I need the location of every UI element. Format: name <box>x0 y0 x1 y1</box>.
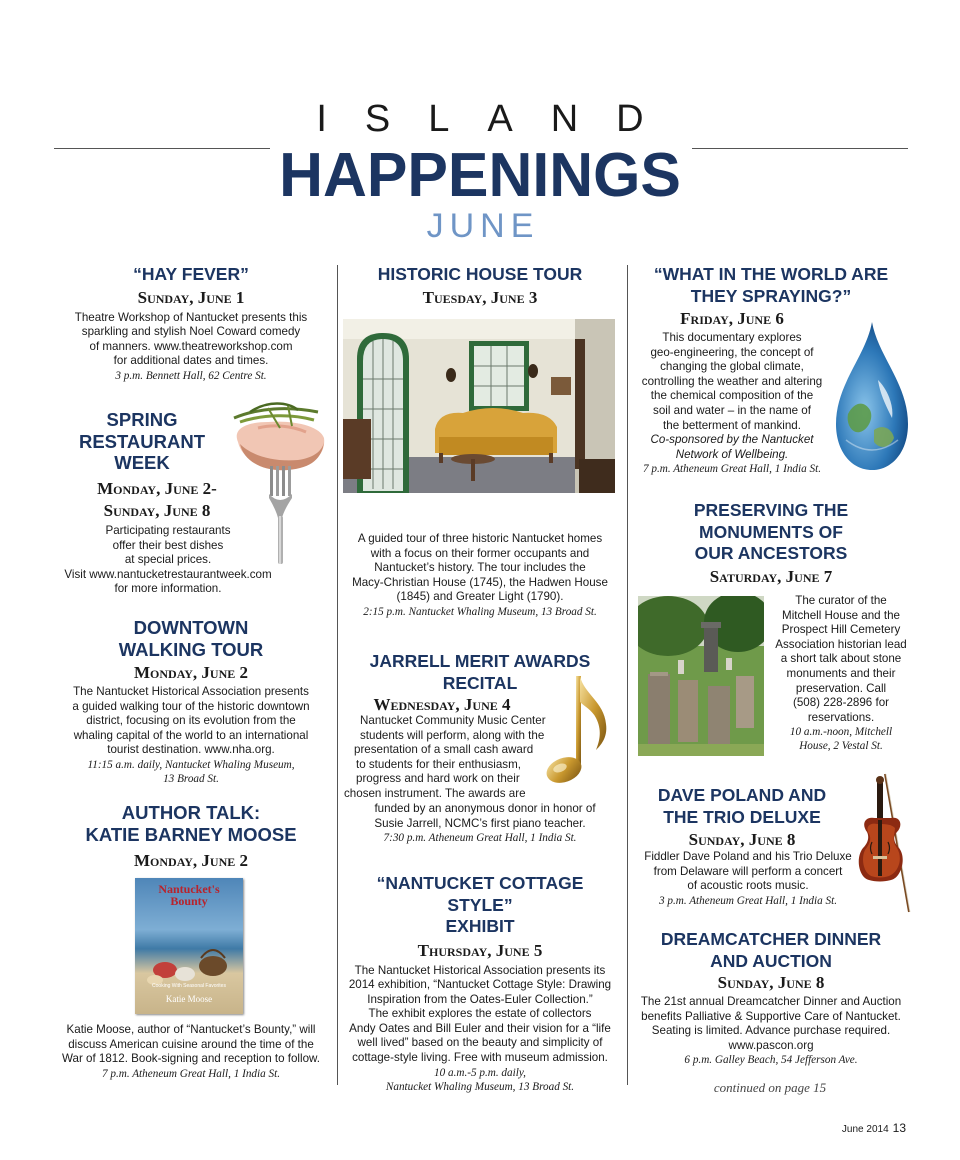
event-venue: 7 p.m. Atheneum Great Hall, 1 India St. <box>101 1067 281 1080</box>
text-line: Visit www.nantucketrestaurantweek.com <box>64 567 272 581</box>
event-recital-date <box>342 694 542 716</box>
event-title-line: DREAMCATCHER DINNER <box>660 929 882 949</box>
text-line: Seating is limited. Advance purchase required. <box>651 1024 891 1038</box>
event-venue: 3 p.m. Bennett Hall, 62 Centre St. <box>115 369 267 382</box>
masthead-title: HAPPENINGS <box>279 141 681 210</box>
masthead-kicker: ISLAND <box>316 98 682 140</box>
event-cottage-style <box>342 873 618 1094</box>
event-description <box>52 311 330 369</box>
event-date: Thursday, June 5 <box>417 940 543 960</box>
text-line: Katie Moose, author of “Nantucket’s Bounty,” will <box>66 1023 316 1036</box>
book-title <box>135 883 243 907</box>
text-line: Co-sponsored by the Nantucket <box>650 433 814 447</box>
event-date: Monday, June 2 <box>133 851 249 870</box>
event-title-line: KATIE BARNEY MOOSE <box>85 824 297 845</box>
text-line: to students for their enthusiasm, <box>356 757 521 771</box>
event-recital-more <box>342 802 618 845</box>
event-date: Monday, June 2 <box>133 663 249 682</box>
text-line: Fiddler Dave Poland and his Trio Deluxe <box>644 850 852 863</box>
music-note-icon <box>540 672 612 790</box>
event-title-line: “WHAT IN THE WORLD ARE <box>653 264 889 284</box>
text-line: Participating restaurants <box>105 524 231 537</box>
text-line: geo-engineering, the concept of <box>650 345 814 359</box>
text-line: Theatre Workshop of Nantucket presents this <box>74 310 308 324</box>
event-monuments-description <box>768 594 914 753</box>
text-line: monuments and their <box>786 666 896 680</box>
text-line: for additional dates and times. <box>113 354 269 368</box>
masthead-month: JUNE <box>426 207 540 245</box>
event-title-line: RECITAL <box>442 672 518 693</box>
text-line: Network of Wellbeing. <box>675 447 789 461</box>
text-line: of manners. www.theatreworkshop.com <box>89 339 293 353</box>
event-title-line: WALKING TOUR <box>118 639 264 660</box>
text-line: for more information. <box>114 582 222 596</box>
event-house-tour-description <box>342 532 618 619</box>
event-date: Sunday, June 1 <box>137 287 245 307</box>
text-line: This documentary explores <box>662 331 802 344</box>
event-date: Friday, June 6 <box>680 309 784 328</box>
text-line: controlling the weather and altering <box>641 374 823 388</box>
text-line: The 21st annual Dreamcatcher Dinner and Auction <box>640 995 902 1008</box>
event-date: Wednesday, June 4 <box>373 695 511 714</box>
text-line: The exhibit explores the estate of collectors <box>368 1007 592 1021</box>
event-date: Monday, June 2- <box>97 479 217 498</box>
book-title-line: Nantucket's <box>158 882 220 896</box>
event-description <box>52 685 330 758</box>
text-line: benefits Palliative & Supportive Care of Nantucket. <box>641 1009 901 1023</box>
event-title-line: DOWNTOWN <box>133 617 249 638</box>
event-venue: Nantucket Whaling Museum, 13 Broad St. <box>385 1080 575 1093</box>
book-author: Katie Moose <box>165 994 213 1004</box>
event-venue: 10 a.m.-5 p.m. daily, <box>434 1066 526 1079</box>
text-line: preservation. Call <box>795 681 887 695</box>
event-venue: 10 a.m.-noon, Mitchell <box>789 726 893 739</box>
event-author-talk-description <box>52 1023 330 1081</box>
text-line: The Nantucket Historical Association presents its <box>354 963 606 977</box>
event-author-talk <box>52 802 330 872</box>
text-line: Susie Jarrell, NCMC’s first piano teacher. <box>374 816 586 830</box>
text-line: sparkling and stylish Noel Coward comedy <box>81 325 301 339</box>
event-date: Saturday, June 7 <box>709 566 833 586</box>
text-line: whaling capital of the world to an international <box>73 728 309 742</box>
event-monuments <box>632 500 910 588</box>
text-line: (508) 228-2896 for <box>792 696 890 710</box>
text-line: students will perform, along with the <box>360 728 545 742</box>
event-title-line: DAVE POLAND AND <box>657 785 827 805</box>
text-line: A guided tour of three historic Nantucket homes <box>357 532 603 545</box>
text-line: Macy-Christian House (1745), the Hadwen House <box>352 575 608 589</box>
event-spraying-body <box>632 308 832 476</box>
event-title-line: SPRING <box>106 409 178 430</box>
text-line: Mitchell House and the <box>782 608 900 622</box>
event-house-tour <box>342 264 618 309</box>
text-line: Nantucket Community Music Center <box>360 714 546 727</box>
text-line: the betterment of mankind. <box>663 418 801 432</box>
text-line: funded by an anonymous donor in honor of <box>374 802 596 815</box>
event-date: Sunday, June 8 <box>103 501 211 520</box>
text-line: a guided walking tour of the historic downtown <box>72 699 310 713</box>
book-cover-image <box>135 878 243 1014</box>
event-venue: 11:15 a.m. daily, Nantucket Whaling Museum, <box>87 758 295 771</box>
event-venue: House, 2 Vestal St. <box>799 740 883 753</box>
event-description <box>342 964 618 1066</box>
page-footer <box>842 1121 906 1135</box>
text-line: The Nantucket Historical Association presents <box>73 685 309 698</box>
text-line: a short talk about stone <box>780 652 902 666</box>
historic-room-photo <box>343 319 615 493</box>
text-line: cottage-style living. Free with museum admission. <box>352 1051 608 1065</box>
page-number: 13 <box>892 1121 906 1135</box>
event-date: Sunday, June 8 <box>717 973 825 992</box>
event-spring-restaurant-title <box>62 409 222 474</box>
event-venue: 3 p.m. Atheneum Great Hall, 1 India St. <box>658 894 838 907</box>
event-title-line: OUR ANCESTORS <box>694 543 848 563</box>
text-line: The curator of the <box>795 594 887 607</box>
event-hay-fever <box>52 264 330 383</box>
event-poland-description <box>632 850 864 908</box>
event-title-line: PRESERVING THE <box>693 500 849 520</box>
water-drop-earth-icon <box>834 320 910 472</box>
violin-icon <box>855 772 915 914</box>
continued-note: continued on page 15 <box>713 1080 827 1095</box>
text-line: of acoustic roots music. <box>687 879 809 893</box>
footer-issue: June 2014 <box>841 1124 889 1135</box>
text-line: Inspiration from the Oates-Euler Collection.” <box>367 992 593 1006</box>
text-line: Andy Oates and Bill Euler and their vision for a “life <box>349 1021 611 1035</box>
text-line: discuss American cuisine around the time of the <box>68 1037 314 1051</box>
event-title: HISTORIC HOUSE TOUR <box>377 264 583 284</box>
event-venue: 7 p.m. Atheneum Great Hall, 1 India St. <box>642 463 822 476</box>
text-line: presentation of a small cash award <box>354 743 534 757</box>
text-line: progress and hard work on their <box>356 772 520 786</box>
event-title-line: WEEK <box>114 452 170 473</box>
text-line: chosen instrument. The awards are <box>344 786 526 800</box>
text-line: offer their best dishes <box>112 538 224 552</box>
event-dreamcatcher <box>632 929 910 1067</box>
text-line: changing the global climate, <box>660 360 804 374</box>
event-title-line: JARRELL MERIT AWARDS <box>369 651 591 671</box>
text-line: soil and water – in the name of <box>653 403 811 417</box>
event-spraying <box>632 264 910 307</box>
event-title-line: “NANTUCKET COTTAGE STYLE” <box>376 873 584 915</box>
text-line: the chemical composition of the <box>650 389 814 403</box>
column-divider-2 <box>627 265 628 1085</box>
text-line: well lived” based on the beauty and simplicity of <box>357 1036 603 1050</box>
event-walking-tour <box>52 617 330 786</box>
event-description <box>632 995 910 1053</box>
text-line: War of 1812. Book-signing and reception to follow. <box>61 1052 320 1066</box>
text-line: district, focusing on its evolution from the <box>86 714 296 728</box>
event-date: Sunday, June 8 <box>688 830 796 849</box>
text-line: at special prices. <box>124 553 212 567</box>
column-divider-1 <box>337 265 338 1085</box>
event-title: “HAY FEVER” <box>133 264 249 284</box>
event-venue: 13 Broad St. <box>163 772 219 785</box>
event-venue: 6 p.m. Galley Beach, 54 Jefferson Ave. <box>684 1054 858 1067</box>
cemetery-photo <box>638 596 764 756</box>
event-title-line: AND AUCTION <box>710 950 832 971</box>
event-title-line: EXHIBIT <box>445 916 515 936</box>
event-title-line: THE TRIO DELUXE <box>663 806 821 827</box>
text-line: www.pascon.org <box>728 1038 814 1052</box>
text-line: with a focus on their former occupants and <box>370 546 590 560</box>
event-title-line: RESTAURANT <box>78 430 206 452</box>
text-line: from Delaware will perform a concert <box>653 864 843 878</box>
book-subtitle: Cooking With Seasonal Favorites <box>152 983 226 989</box>
text-line: 2014 exhibition, “Nantucket Cottage Style: Drawing <box>348 978 612 992</box>
event-poland <box>632 785 852 851</box>
text-line: Nantucket’s history. The tour includes the <box>374 561 586 575</box>
text-line: Prospect Hill Cemetery <box>781 623 901 637</box>
text-line: Association historian lead <box>775 637 907 651</box>
event-description <box>632 331 832 462</box>
event-venue: 7:30 p.m. Atheneum Great Hall, 1 India St. <box>383 832 577 845</box>
event-title-line: AUTHOR TALK: <box>121 802 261 823</box>
fork-food-image <box>228 398 328 566</box>
text-line: tourist destination. www.nha.org. <box>107 743 275 757</box>
text-line: reservations. <box>807 710 875 724</box>
event-venue: 2:15 p.m. Nantucket Whaling Museum, 13 Broad St. <box>363 605 597 618</box>
event-title-line: MONUMENTS OF <box>699 521 843 542</box>
book-title-line: Bounty <box>170 894 208 908</box>
text-line: (1845) and Greater Light (1790). <box>396 590 564 604</box>
event-title-line: THEY SPRAYING?” <box>690 285 852 306</box>
event-date: Tuesday, June 3 <box>422 287 538 307</box>
